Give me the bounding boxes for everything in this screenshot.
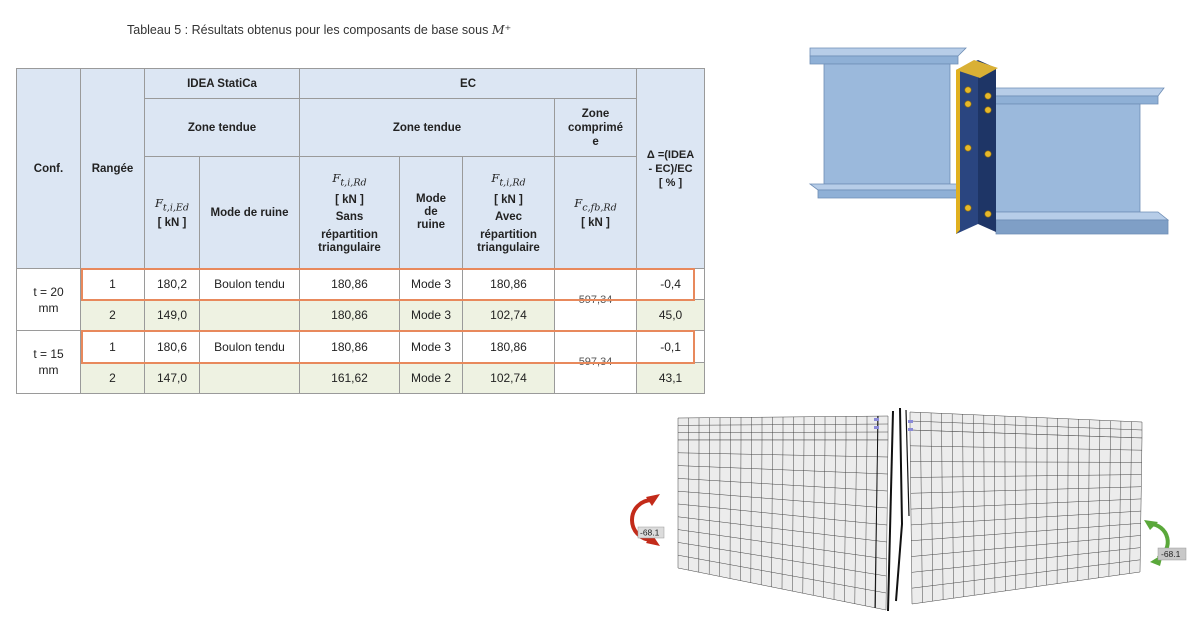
f-sans-cell: 161,62	[300, 363, 400, 394]
fed-cell: 180,2	[145, 269, 200, 300]
f-sans-cell: 180,86	[300, 269, 400, 300]
f-sans-cell: 180,86	[300, 300, 400, 331]
fc-unit: [ kN ]	[581, 217, 610, 230]
ft-rd-avec: Avec	[494, 210, 523, 223]
mode-idea-cell: Boulon tendu	[200, 269, 300, 300]
moment-left-label: -68.1	[640, 527, 660, 538]
header-conf: Conf.	[17, 69, 81, 269]
fed-cell: 180,6	[145, 331, 200, 363]
rangee-cell: 2	[81, 300, 145, 331]
header-idea-statica: IDEA StatiCa	[145, 69, 300, 99]
header-zone-tendue-idea: Zone tendue	[145, 99, 300, 157]
f-sans-cell: 180,86	[300, 331, 400, 363]
ft-rd-avec-desc: répartition triangulaire	[477, 228, 540, 254]
ft-rd-sans: Sans	[335, 210, 364, 223]
caption-math: M⁺	[491, 22, 512, 37]
delta-cell: 43,1	[637, 363, 705, 394]
header-ft-rd-sans	[300, 157, 400, 269]
moment-right-label: -68.1	[1161, 549, 1181, 559]
end-plates	[956, 60, 998, 234]
mode-ec-cell: Mode 2	[400, 363, 463, 394]
header-mode-ruine-idea: Mode de ruine	[200, 157, 300, 269]
fc-cell: 597,34	[555, 269, 637, 331]
ft-rd-unit: [ kN ]	[335, 193, 364, 206]
header-delta	[637, 69, 705, 269]
fed-cell: 147,0	[145, 363, 200, 394]
rangee-cell: 1	[81, 331, 145, 363]
fem-deformation-view	[630, 396, 1195, 621]
f-avec-cell: 102,74	[463, 363, 555, 394]
mode-idea-cell	[200, 300, 300, 331]
fc-cell: 597,34	[555, 331, 637, 394]
delta-cell: -0,4	[637, 269, 705, 300]
fc-symbol: F	[574, 195, 583, 210]
conf-label: t = 15 mm	[33, 347, 64, 377]
delta-cell: 45,0	[637, 300, 705, 331]
conf-cell	[17, 269, 81, 331]
rangee-cell: 2	[81, 363, 145, 394]
conf-label: t = 20 mm	[33, 284, 64, 315]
ft-rd-symbol: F	[332, 171, 341, 186]
conf-cell	[17, 331, 81, 394]
mode-ec-cell: Mode 3	[400, 269, 463, 300]
ft-rd-sans-desc: répartition triangulaire	[318, 228, 381, 254]
table-row	[17, 269, 705, 300]
beam-right	[986, 88, 1168, 234]
table-row	[17, 331, 705, 363]
header-zone-comprimee	[555, 99, 637, 157]
header-zone-tendue-ec: Zone tendue	[300, 99, 555, 157]
beam-left	[810, 48, 966, 198]
ft-rd2-symbol: F	[491, 171, 500, 186]
rangee-cell: 1	[81, 269, 145, 300]
fc-subscript: c,fb,Rd	[582, 202, 617, 214]
header-fc-fb-rd	[555, 157, 637, 269]
right-beam-mesh	[910, 412, 1142, 604]
header-zone-comprimee-text: Zone comprimé e	[568, 107, 623, 148]
header-rangee: Rangée	[81, 69, 145, 269]
fed-cell: 149,0	[145, 300, 200, 331]
delta-cell: -0,1	[637, 331, 705, 363]
f-avec-cell: 180,86	[463, 269, 555, 300]
header-delta-text: Δ =(IDEA - EC)/EC [ % ]	[646, 148, 695, 189]
header-mode-ruine-ec-text: Mode de ruine	[415, 193, 447, 231]
mode-idea-cell: Boulon tendu	[200, 331, 300, 363]
mode-idea-cell	[200, 363, 300, 394]
header-mode-ruine-ec	[400, 157, 463, 269]
results-table	[16, 68, 705, 394]
ft-rd-subscript: t,i,Rd	[340, 177, 367, 189]
ft-ed-symbol: F	[154, 195, 163, 210]
moment-arrow-right	[1144, 520, 1186, 566]
header-ft-ed	[145, 157, 200, 269]
ft-ed-unit: [ kN ]	[157, 217, 187, 230]
caption-text: Tableau 5 : Résultats obtenus pour les composants de base sous	[127, 23, 492, 37]
table-caption	[127, 22, 511, 37]
left-beam-mesh	[678, 416, 888, 610]
moment-arrow-left	[632, 494, 664, 546]
f-avec-cell: 102,74	[463, 300, 555, 331]
mode-ec-cell: Mode 3	[400, 300, 463, 331]
ft-rd2-subscript: t,i,Rd	[499, 177, 526, 189]
ft-rd2-unit: [ kN ]	[494, 193, 523, 206]
ft-ed-subscript: t,i,Ed	[162, 202, 190, 214]
mode-ec-cell: Mode 3	[400, 331, 463, 363]
connection-3d-view	[806, 38, 1174, 248]
header-ft-rd-avec	[463, 157, 555, 269]
header-ec: EC	[300, 69, 637, 99]
f-avec-cell: 180,86	[463, 331, 555, 363]
